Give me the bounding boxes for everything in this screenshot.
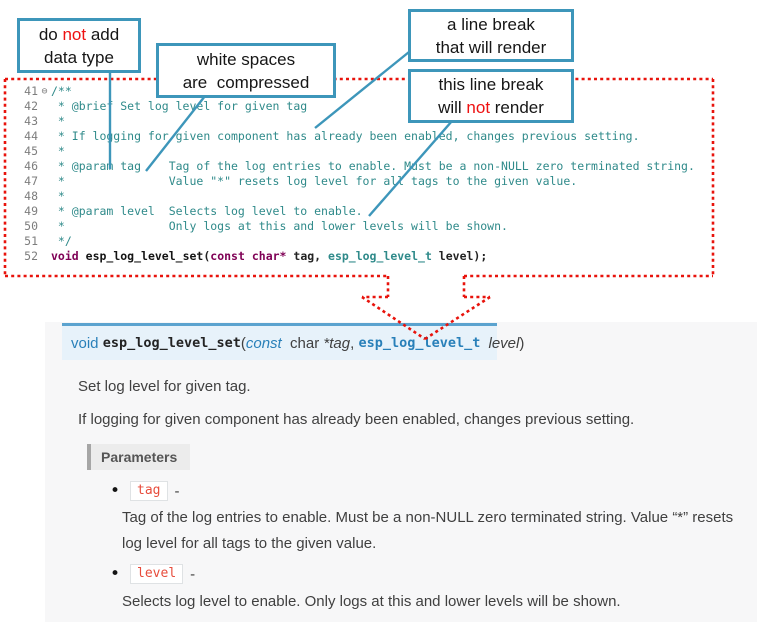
function-name: esp_log_level_set bbox=[102, 335, 241, 351]
param-separator: - bbox=[174, 482, 180, 500]
line-number: 48 bbox=[24, 189, 38, 203]
param-level-description: Selects log level to enable. Only logs at this and lower levels will be shown. bbox=[122, 593, 621, 610]
comment-text: * bbox=[51, 144, 65, 158]
callout-text: are compressed bbox=[182, 72, 310, 92]
code-line bbox=[10, 174, 708, 189]
argument: tag, bbox=[286, 249, 329, 263]
param-level: level bbox=[488, 334, 520, 352]
function-name: esp_log_level_set bbox=[85, 249, 204, 263]
param-tag: *tag bbox=[323, 334, 351, 352]
line-number: 52 bbox=[24, 249, 38, 263]
callout-text: will bbox=[438, 98, 467, 117]
param-item-level bbox=[110, 564, 195, 584]
comment-text: * @param level Selects log level to enable. bbox=[51, 204, 363, 218]
param-name-chip: level bbox=[130, 564, 183, 584]
callout-text: render bbox=[490, 98, 544, 117]
keyword: void bbox=[51, 249, 79, 263]
comment-text: * bbox=[51, 189, 65, 203]
const-keyword: const bbox=[245, 334, 282, 352]
callout-text: data type bbox=[44, 47, 114, 67]
callout-text: a line break bbox=[447, 14, 535, 34]
line-number: 42 bbox=[24, 99, 38, 113]
callout-text: add bbox=[86, 24, 120, 44]
line-number: 45 bbox=[24, 144, 38, 158]
type-name: esp_log_level_t bbox=[358, 335, 489, 351]
keyword: const bbox=[210, 249, 245, 263]
callout-whitespace-compressed bbox=[156, 43, 336, 98]
brief-description: Set log level for given tag. bbox=[78, 378, 251, 395]
callout-text-red: not bbox=[62, 24, 87, 44]
code-line-declaration: 52 void esp_log_level_set(const char* tag, esp_log_level_t level); bbox=[10, 249, 708, 264]
code-line bbox=[10, 144, 708, 159]
fold-collapse-icon[interactable]: ⊖ bbox=[41, 86, 48, 97]
line-number: 44 bbox=[24, 129, 38, 143]
detailed-description: If logging for given component has already been enabled, changes previous setting. bbox=[78, 411, 635, 428]
comment-text: * @param tag Tag of the log entries to enable. Must be a non-NULL zero terminated string. bbox=[51, 159, 695, 173]
bullet-icon bbox=[110, 481, 120, 501]
code-line bbox=[10, 219, 708, 234]
comment-text: * bbox=[51, 114, 65, 128]
param-tag-description: Tag of the log entries to enable. Must be a non-NULL zero terminated string. Value “*” resets log level for all tags to the given value. bbox=[122, 509, 734, 552]
param-name-chip: tag bbox=[130, 481, 167, 501]
callout-text: do bbox=[38, 24, 63, 44]
comment-text: /** bbox=[51, 84, 72, 98]
argument: level); bbox=[431, 249, 488, 263]
function-signature-header: void esp_log_level_set ( const char *tag , esp_log_level_t level ) bbox=[62, 323, 497, 360]
comment-text: * @brief Set log level for given tag bbox=[51, 99, 308, 113]
code-line bbox=[10, 204, 708, 219]
code-line bbox=[10, 84, 708, 99]
comment-text: * Value "*" resets log level for all tags to the given value. bbox=[51, 174, 578, 188]
param-item-tag bbox=[110, 481, 180, 501]
parameters-heading: Parameters bbox=[87, 444, 190, 470]
code-editor[interactable] bbox=[10, 84, 708, 264]
code-line bbox=[10, 129, 708, 144]
line-number: 47 bbox=[24, 174, 38, 188]
line-number: 50 bbox=[24, 219, 38, 233]
code-line bbox=[10, 159, 708, 174]
keyword: char* bbox=[251, 249, 287, 263]
return-type: void bbox=[71, 334, 103, 352]
line-number: 46 bbox=[24, 159, 38, 173]
line-number: 49 bbox=[24, 204, 38, 218]
callout-do-not-add-data-type bbox=[17, 18, 141, 73]
callout-text: that will render bbox=[435, 37, 547, 57]
line-number: 51 bbox=[24, 234, 38, 248]
code-line bbox=[10, 99, 708, 114]
callout-line-break-no-render bbox=[408, 69, 574, 123]
line-number: 41 bbox=[24, 84, 38, 98]
code-line bbox=[10, 114, 708, 129]
type-name: esp_log_level_t bbox=[328, 249, 432, 263]
code-line bbox=[10, 234, 708, 249]
comment-text: */ bbox=[51, 234, 72, 248]
callout-text: white spaces bbox=[196, 49, 296, 69]
param-separator: - bbox=[190, 565, 196, 583]
bullet-icon bbox=[110, 564, 120, 584]
comment-text: * Only logs at this and lower levels will be shown. bbox=[51, 219, 508, 233]
code-line bbox=[10, 189, 708, 204]
comment-text: * If logging for given component has already been enabled, changes previous setting. bbox=[51, 129, 640, 143]
callout-text: this line break bbox=[438, 75, 544, 94]
callout-text-red: not bbox=[466, 98, 491, 117]
callout-line-break-renders bbox=[408, 9, 574, 62]
line-number: 43 bbox=[24, 114, 38, 128]
